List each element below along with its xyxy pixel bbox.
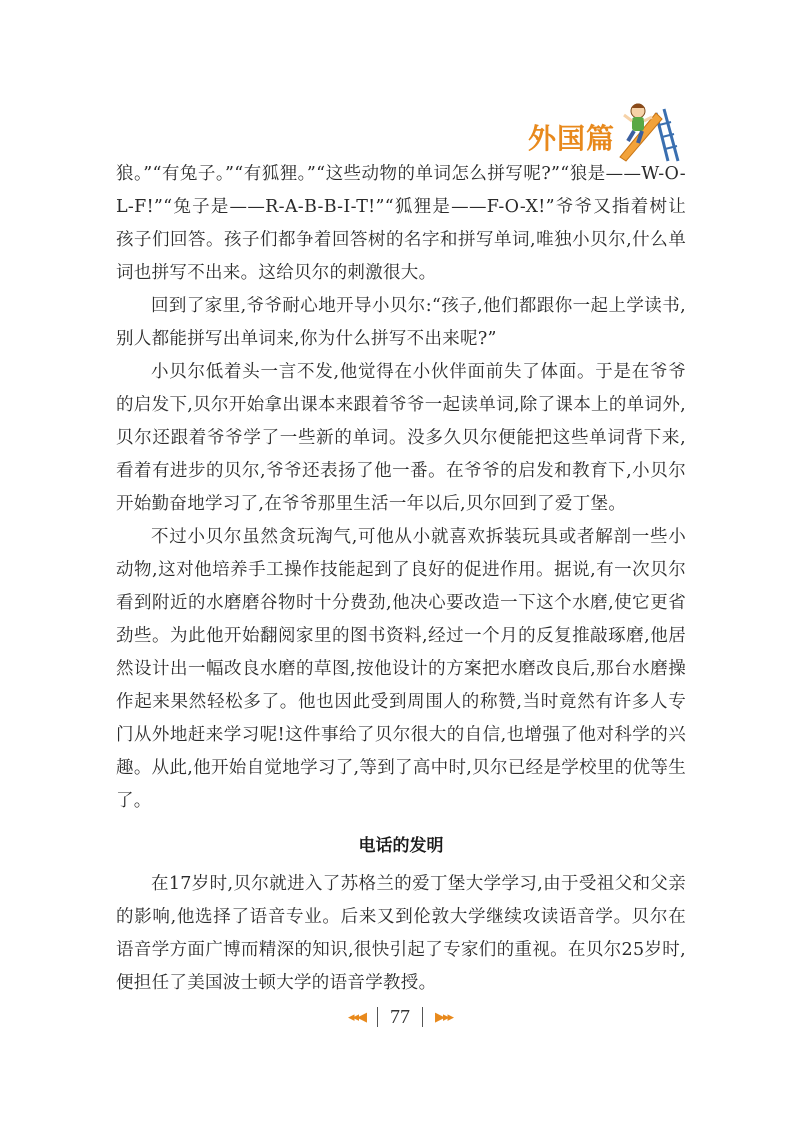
page-number: 77 [390,1005,410,1028]
page-header [520,95,680,165]
next-arrows-icon: ▶▸▸ [435,1009,453,1024]
footer-divider [422,1007,423,1027]
paragraph: 不过小贝尔虽然贪玩淘气,可他从小就喜欢拆装玩具或者解剖一些小动物,这对他培养手工操作技能起到了良好的促进作用。据说,有一次贝尔看到附近的水磨磨谷物时十分费劲,他决心要改造一下这个水磨,使它更省劲些。为此他开始翻阅家里的图书资料,经过一个月的反复推敲琢磨,他居然设计出一幅改良水磨的草图,按他设计的方案把水磨改良后,那台水磨操作起来果然轻松多了。他也因此受到周围人的称赞,当时竟然有许多人专门从外地赶来学习呢!这件事给了贝尔很大的自信,也增强了他对科学的兴趣。从此,他开始自觉地学习了,等到了高中时,贝尔已经是学校里的优等生了。 [116,527,686,811]
paragraph: 回到了家里,爷爷耐心地开导小贝尔:“孩子,他们都跟你一起上学读书,别人都能拼写出单词来,你为什么拼写不出来呢?” [116,296,686,349]
prev-arrows-icon: ◂◂◀ [347,1009,365,1024]
paragraph: 在17岁时,贝尔就进入了苏格兰的爱丁堡大学学习,由于受祖父和父亲的影响,他选择了语音专业。后来又到伦敦大学继续攻读语音学。贝尔在语音学方面广博而精深的知识,很快引起了专家们的重视。在贝尔25岁时,便担任了美国波士顿大学的语音学教授。 [116,874,686,993]
page-footer [0,1002,800,1032]
main-content [116,158,686,1000]
child-on-slide-icon [612,95,682,165]
paragraph: 小贝尔低着头一言不发,他觉得在小伙伴面前失了体面。于是在爷爷的启发下,贝尔开始拿出课本来跟着爷爷一起读单词,除了课本上的单词外,贝尔还跟着爷爷学了一些新的单词。没多久贝尔便能把这些单词背下来,看着有进步的贝尔,爷爷还表扬了他一番。在爷爷的启发和教育下,小贝尔开始勤奋地学习了,在爷爷那里生活一年以后,贝尔回到了爱丁堡。 [116,362,686,514]
paragraph: 狼。”“有兔子。”“有狐狸。”“这些动物的单词怎么拼写呢?”“狼是——W-O-L-F!”“兔子是——R-A-B-B-I-T!”“狐狸是——F-O-X!”爷爷又指着树让孩子们回答。孩子们都争着回答树的名字和拼写单词,唯独小贝尔,什么单词也拼写不出来。这给贝尔的刺激很大。 [116,164,686,283]
footer-divider [377,1007,378,1027]
section-label: 外国篇 [528,122,616,155]
section-subheading: 电话的发明 [358,836,444,856]
